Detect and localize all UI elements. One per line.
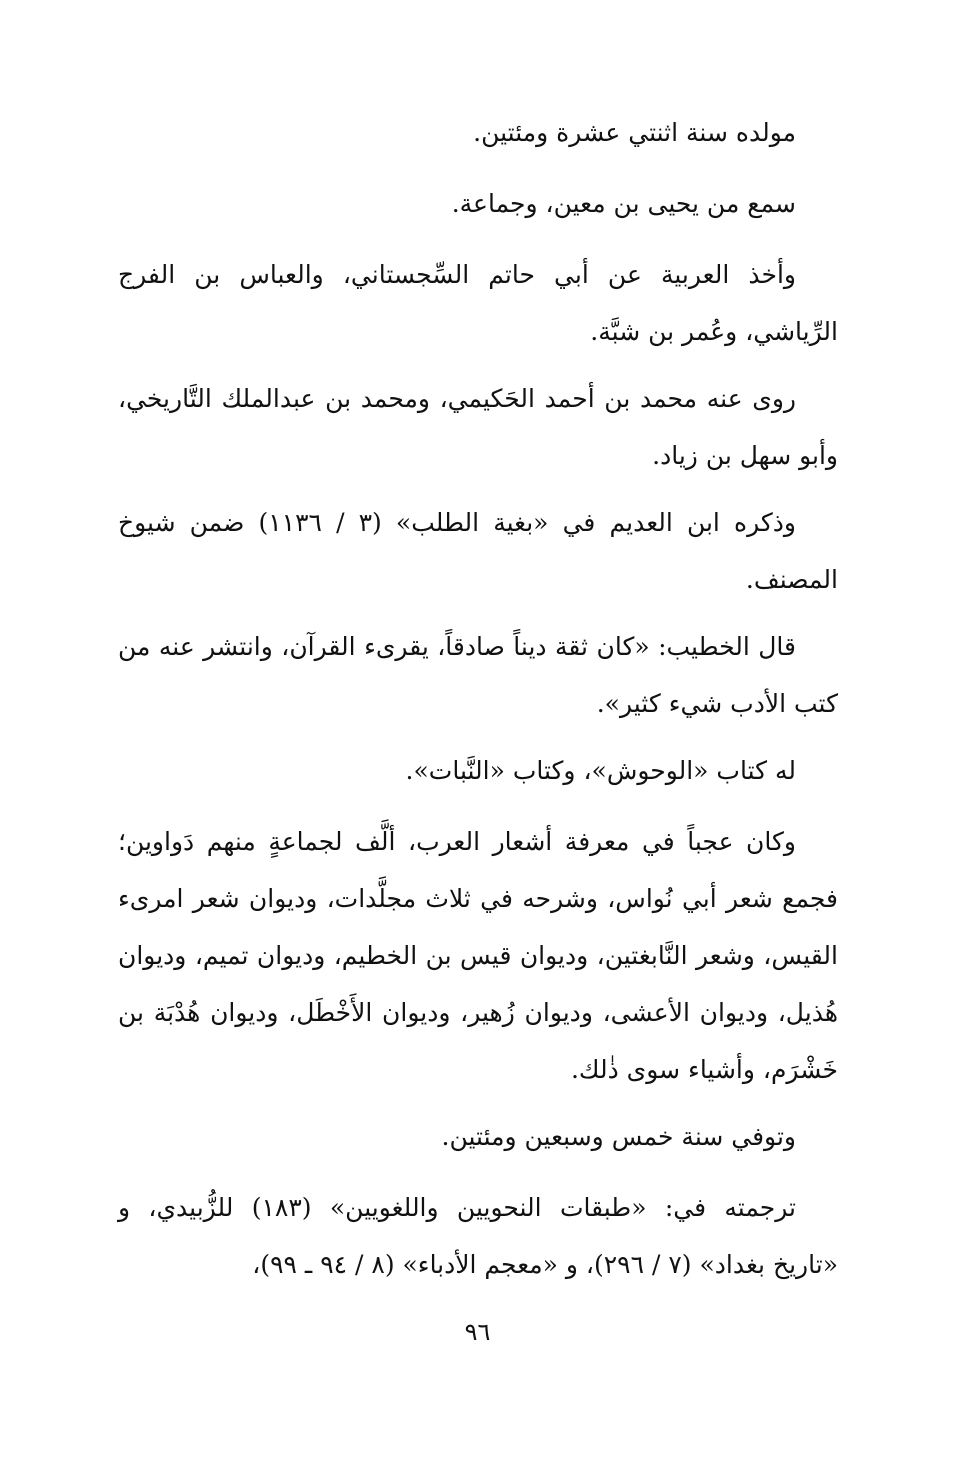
paragraph-al-khatib-quote: قال الخطيب: «كان ثقة ديناً صادقاً، يقرىء القرآن، وانتشر عنه من كتب الأدب شيء كثير».: [118, 632, 838, 718]
paragraph-diwans: وكان عجباً في معرفة أشعار العرب، ألَّف لجماعةٍ منهم دَواوين؛ فجمع شعر أبي نُواس، وشرحه في ثلاث مجلَّدات، وديوان شعر امرىء القيس، وشعر النَّابغتين، وديوان قيس بن الخطيم، وديوان تميم، وديوان هُذيل، وديوان الأعشى، وديوان زُهير، وديوان الأَخْطَل، وديوان هُدْبَة بن خَشْرَم، وأشياء سوى ذٰلك.: [118, 827, 838, 1084]
paragraph-heard-from: سمع من يحيى بن معين، وجماعة.: [451, 189, 796, 218]
paragraph-books: له كتاب «الوحوش»، وكتاب «النَّبات».: [405, 756, 796, 785]
main-text: [118, 104, 838, 1303]
paragraph-death: وتوفي سنة خمس وسبعين ومئتين.: [441, 1122, 796, 1151]
paragraph-ibn-al-adim: وذكره ابن العديم في «بغية الطلب» (٣ / ١١٣٦) ضمن شيوخ المصنف.: [118, 508, 838, 594]
paragraph-birth: مولده سنة اثنتي عشرة ومئتين.: [473, 118, 796, 147]
paragraph-biography-sources: ترجمته في: «طبقات النحويين واللغويين» (١٨٣) للزُّبيدي، و «تاريخ بغداد» (٧ / ٢٩٦)، و «معجم الأدباء» (٨ / ٩٤ ـ ٩٩)،: [118, 1193, 838, 1279]
paragraph-narrators: روى عنه محمد بن أحمد الحَكيمي، ومحمد بن عبدالملك التَّاريخي، وأبو سهل بن زياد.: [118, 384, 838, 470]
paragraph-learned-arabic: وأخذ العربية عن أبي حاتم السِّجستاني، والعباس بن الفرج الرِّياشي، وعُمر بن شبَّة.: [118, 260, 838, 346]
page-number: ٩٦: [464, 1318, 491, 1346]
